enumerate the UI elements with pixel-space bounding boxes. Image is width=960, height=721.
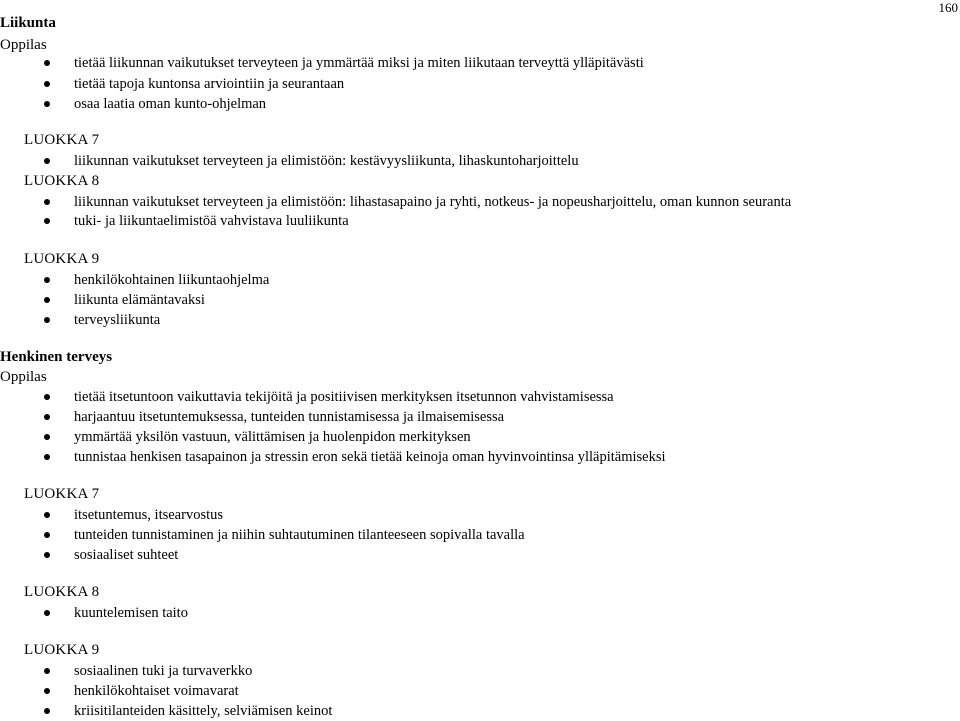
section-intro: Oppilas: [0, 369, 47, 385]
section-title-liikunta: Liikunta: [0, 15, 56, 31]
bullet-icon: [44, 668, 50, 674]
bullet-icon: [44, 454, 50, 460]
bullet-icon: [44, 81, 50, 87]
grade-heading: LUOKKA 9: [24, 251, 100, 267]
bullet-icon: [44, 688, 50, 694]
bullet-icon: [44, 512, 50, 518]
bullet-icon: [44, 317, 50, 323]
bullet-icon: [44, 101, 50, 107]
bullet-icon: [44, 610, 50, 616]
bullet-icon: [44, 60, 50, 66]
bullet-icon: [44, 532, 50, 538]
page-number: 160: [938, 0, 958, 15]
bullet-icon: [44, 199, 50, 205]
bullet-icon: [44, 277, 50, 283]
grade-heading: LUOKKA 8: [24, 173, 100, 189]
section-title-henkinen-terveys: Henkinen terveys: [0, 349, 113, 365]
grade-heading: LUOKKA 8: [24, 584, 100, 600]
bullet-icon: [44, 708, 50, 714]
bullet-icon: [44, 218, 50, 224]
bullet-icon: [44, 394, 50, 400]
bullet-icon: [44, 297, 50, 303]
section-intro: Oppilas: [0, 37, 47, 53]
bullet-icon: [44, 158, 50, 164]
bullet-icon: [44, 434, 50, 440]
bullet-icon: [44, 552, 50, 558]
bullet-icon: [44, 414, 50, 420]
grade-heading: LUOKKA 9: [24, 642, 100, 658]
grade-heading: LUOKKA 7: [24, 486, 100, 502]
grade-heading: LUOKKA 7: [24, 132, 100, 148]
